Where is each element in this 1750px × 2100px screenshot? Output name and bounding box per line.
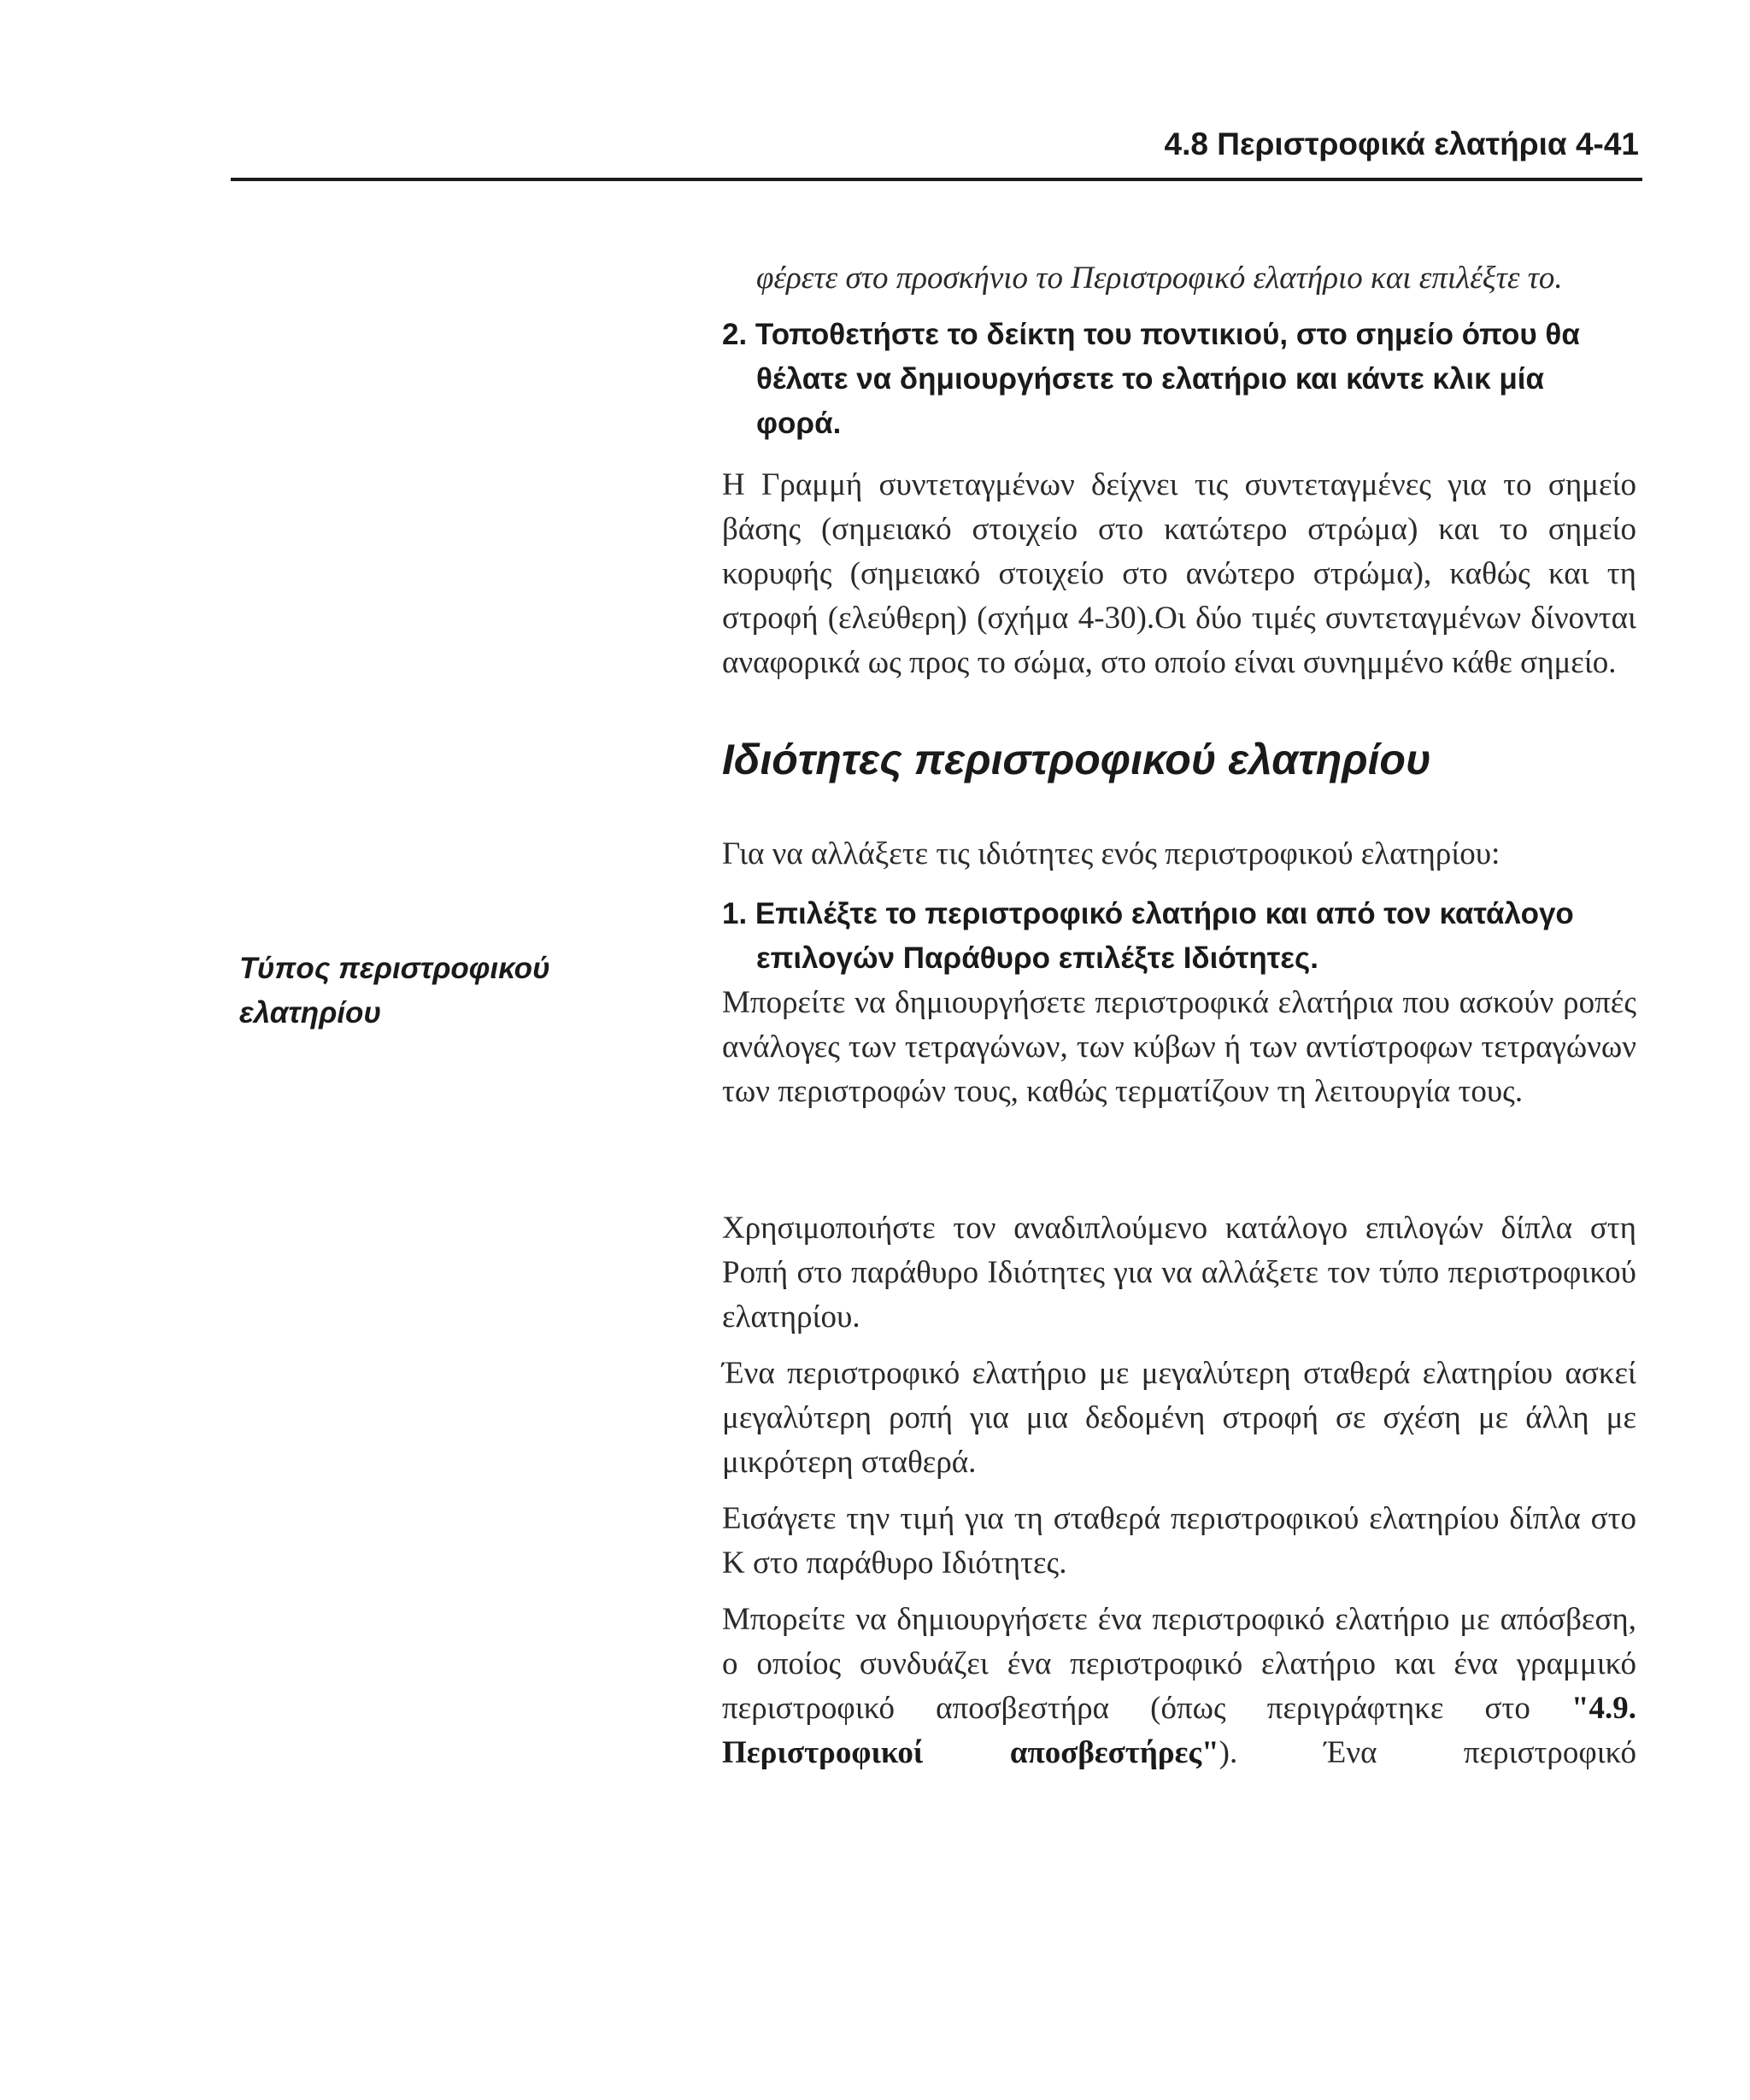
margin-note-line-1: Τύπος περιστροφικού xyxy=(239,952,550,985)
section-reference-link[interactable]: "4.9. Περιστροφικοί αποσβεστήρες" xyxy=(722,1691,1636,1770)
step-1: 1. Επιλέξτε το περιστροφικό ελατήριο και από τον κατάλογο επιλογών Παράθυρο επιλέξτε Ιδιότητες. xyxy=(722,897,1574,975)
running-header xyxy=(231,118,1642,181)
paragraph-coordinates: Η Γραμμή συντεταγμένων δείχνει τις συντεταγμένες για το σημείο βάσης (σημειακό στοιχείο στο κατώτερο στρώμα) και το σημείο κορυφής (σημειακό στοιχείο στο ανώτερο στρώμα), καθώς και τη στροφή (ελεύθερη) (σχήμα 4-30).Οι δύο τιμές συντεταγμένων δίνονται αναφορικά ως προς το σώμα, στο οποίο είναι συνημμένο κάθε σημείο. xyxy=(722,467,1636,680)
paragraph-torque-menu: Χρησιμοποιήστε τον αναδιπλούμενο κατάλογο επιλογών δίπλα στη Ροπή στο παράθυρο Ιδιότητες για να αλλάξετε τον τύπο περιστροφικού ελατηρίου. xyxy=(722,1211,1636,1334)
paragraph-change-properties: Για να αλλάξετε τις ιδιότητες ενός περιστροφικού ελατηρίου: xyxy=(722,836,1500,871)
main-column xyxy=(722,256,1636,1820)
damped-spring-text-start: Μπορείτε να δημιουργήσετε ένα περιστροφικό ελατήριο με απόσβεση, ο οποίος συνδυάζει ένα περιστροφικό ελατήριο και ένα γραμμικό περιστροφικό αποσβεστήρα (όπως περιγράφτηκε στο xyxy=(722,1602,1636,1726)
step-2: 2. Τοποθετήστε το δείκτη του ποντικιού, στο σημείο όπου θα θέλατε να δημιουργήσετε το ελατήριο και κάντε κλικ μία φορά. xyxy=(722,318,1580,440)
paragraph-spring-constant: Ένα περιστροφικό ελατήριο με μεγαλύτερη σταθερά ελατηρίου ασκεί μεγαλύτερη ροπή για μια δεδομένη στροφή σε σχέση με άλλη με μικρότερη σταθερά. xyxy=(722,1356,1636,1480)
damped-spring-text-end: ). Ένα περιστροφικό xyxy=(1219,1735,1636,1770)
margin-note-line-2: ελατηρίου xyxy=(239,996,382,1029)
paragraph-damped-spring xyxy=(722,1598,1636,1820)
header-title: 4.8 Περιστροφικά ελατήρια 4-41 xyxy=(1164,126,1639,161)
paragraph-create-springs: Μπορείτε να δημιουργήσετε περιστροφικά ελατήρια που ασκούν ροπές ανάλογες των τετραγώνων, των κύβων ή των αντίστροφων τετραγώνων των περιστροφών τους, καθώς τερματίζουν τη λειτουργία τους. xyxy=(722,985,1636,1109)
section-heading: Ιδιότητες περιστροφικού ελατηρίου xyxy=(722,736,1431,783)
paragraph-enter-constant: Εισάγετε την τιμή για τη σταθερά περιστροφικού ελατηρίου δίπλα στο Κ στο παράθυρο Ιδιότητες. xyxy=(722,1501,1636,1581)
margin-note xyxy=(239,947,632,1035)
intro-italic-line: φέρετε στο προσκήνιο το Περιστροφικό ελατήριο και επιλέξτε το. xyxy=(756,261,1563,296)
